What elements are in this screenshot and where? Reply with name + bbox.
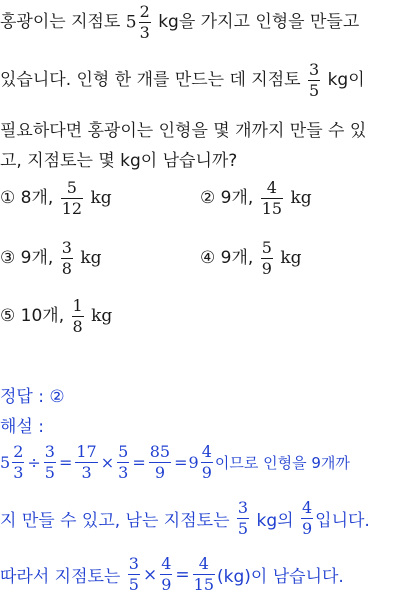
denominator: 8	[72, 317, 83, 336]
answer-label: 정답 : ②	[0, 387, 65, 407]
denominator: 5	[44, 463, 55, 482]
solution-text: 따라서 지점토는	[0, 567, 121, 587]
equals-sign: =	[132, 453, 146, 472]
numerator: 2	[139, 2, 150, 21]
option-fraction	[261, 180, 283, 217]
problem-line-2	[0, 62, 365, 99]
solution-text: (kg)이 남습니다.	[217, 567, 344, 587]
option-fraction	[261, 240, 273, 277]
numerator: 85	[149, 442, 171, 461]
numerator: 3	[237, 498, 249, 517]
problem-text: kg을 가지고 인형을 만들고	[158, 12, 360, 32]
option-unit: kg	[280, 248, 302, 268]
solution-text: kg의	[256, 511, 294, 531]
numerator: 4	[201, 442, 212, 461]
numerator: 2	[13, 442, 24, 461]
denominator: 3	[118, 463, 129, 482]
numerator: 3	[44, 442, 55, 461]
numerator: 4	[193, 556, 215, 575]
option-count: 9개,	[220, 188, 254, 208]
option-fraction	[72, 298, 84, 335]
numerator: 17	[76, 442, 97, 461]
denominator: 5	[237, 519, 249, 538]
denominator: 9	[154, 463, 165, 482]
clay-whole: 5	[125, 12, 137, 33]
fraction	[301, 500, 313, 537]
problem-line-1	[0, 4, 359, 41]
clay-fraction	[139, 4, 151, 41]
option-unit: kg	[290, 188, 312, 208]
numerator: 3	[61, 238, 72, 257]
fraction	[128, 556, 140, 593]
denominator: 9	[301, 519, 313, 538]
per-doll-fraction	[308, 62, 320, 99]
equals-sign: =	[58, 453, 73, 472]
denominator: 5	[308, 81, 320, 100]
numerator: 3	[308, 60, 320, 79]
fraction	[149, 444, 171, 481]
fraction	[117, 444, 129, 481]
option-count: 9개,	[20, 248, 54, 268]
numerator: 1	[72, 296, 83, 315]
numerator: 5	[118, 442, 129, 461]
option-marker: ①	[0, 188, 16, 208]
numerator: 4	[161, 554, 172, 573]
problem-text: 홍광이는 지점토	[0, 12, 121, 32]
divide-sign: ÷	[27, 453, 41, 472]
numerator: 3	[128, 554, 139, 573]
denominator: 9	[261, 259, 272, 278]
solution-text: 지 만들 수 있고, 남는 지점토는	[0, 511, 230, 531]
denominator: 15	[261, 199, 283, 218]
denominator: 12	[61, 199, 83, 218]
option-unit: kg	[90, 188, 112, 208]
times-sign: ×	[100, 453, 115, 472]
solution-line-1	[0, 444, 350, 481]
equals-sign: =	[174, 453, 188, 472]
solution-line-2	[0, 500, 370, 537]
problem-text: 있습니다. 인형 한 개를 만드는 데 지점토	[0, 70, 301, 90]
fraction	[12, 444, 24, 481]
option-count: 9개,	[220, 248, 254, 268]
option-3[interactable]	[0, 240, 102, 277]
fraction	[193, 556, 215, 593]
numerator: 5	[261, 238, 272, 257]
solution-line-3	[0, 556, 344, 593]
denominator: 3	[13, 463, 24, 482]
option-marker: ②	[200, 188, 216, 208]
fraction	[75, 444, 97, 481]
denominator: 15	[193, 575, 214, 594]
option-unit: kg	[80, 248, 102, 268]
problem-text: kg이	[327, 70, 365, 90]
denominator: 5	[128, 575, 139, 594]
option-fraction	[61, 180, 83, 217]
fraction	[160, 556, 172, 593]
numerator: 4	[301, 498, 313, 517]
option-1[interactable]	[0, 180, 112, 217]
fraction	[201, 444, 213, 481]
option-unit: kg	[91, 306, 113, 326]
fraction	[237, 500, 249, 537]
option-marker: ③	[0, 248, 16, 268]
option-4[interactable]	[200, 240, 302, 277]
whole-number: 5	[0, 453, 11, 472]
denominator: 9	[201, 463, 212, 482]
denominator: 3	[139, 23, 150, 42]
option-5[interactable]	[0, 298, 112, 335]
option-fraction	[61, 240, 73, 277]
equals-sign: =	[175, 564, 190, 585]
solution-text: 입니다.	[315, 511, 370, 531]
denominator: 3	[81, 463, 92, 482]
option-marker: ④	[200, 248, 216, 268]
problem-line-4: 고, 지점토는 몇 kg이 남습니까?	[0, 151, 238, 171]
option-marker: ⑤	[0, 306, 16, 326]
option-count: 8개,	[20, 188, 54, 208]
fraction	[44, 444, 56, 481]
denominator: 8	[61, 259, 72, 278]
times-sign: ×	[142, 564, 158, 585]
option-count: 10개,	[20, 306, 65, 326]
explanation-label: 해설 :	[0, 417, 44, 437]
numerator: 4	[261, 180, 283, 199]
problem-line-3: 필요하다면 홍광이는 인형을 몇 개까지 만들 수 있	[0, 121, 367, 141]
denominator: 9	[161, 575, 172, 594]
option-2[interactable]	[200, 180, 312, 217]
numerator: 5	[61, 180, 83, 199]
whole-number: 9	[188, 453, 199, 472]
solution-text: 이므로 인형을 9개까	[214, 454, 350, 472]
